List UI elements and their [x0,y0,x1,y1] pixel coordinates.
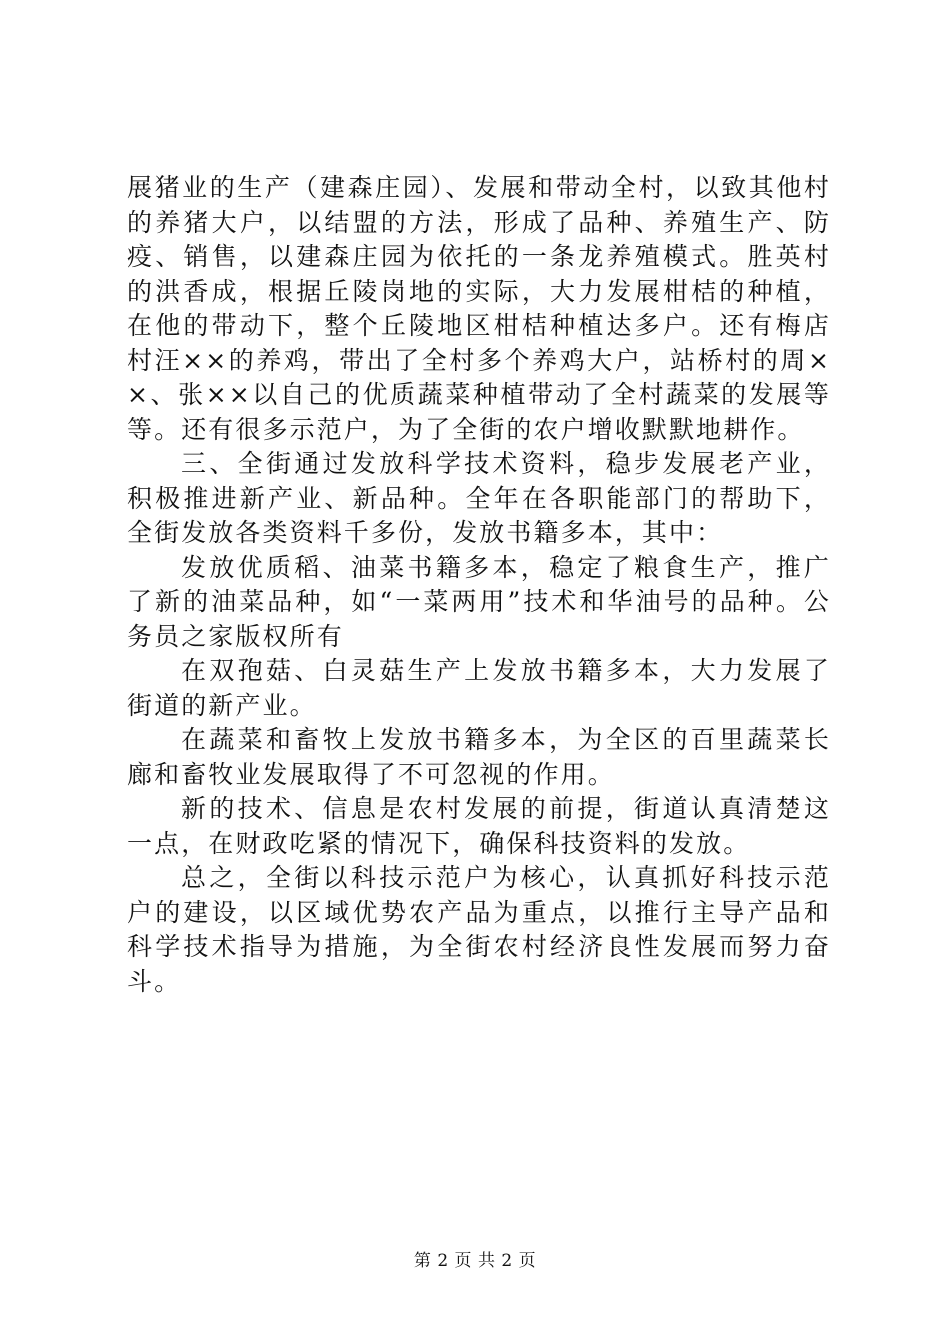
paragraph-vegetable-livestock-books: 在蔬菜和畜牧上发放书籍多本，为全区的百里蔬菜长廊和畜牧业发展取得了不可忽视的作用。 [127,725,831,789]
page-footer [0,1246,950,1271]
page-number-label: 第 2 页 共 2 页 [413,1251,537,1271]
paragraph-rice-rapeseed-books: 发放优质稻、油菜书籍多本，稳定了粮食生产，推广了新的油菜品种，如“一菜两用”技术和华油号的品种。公务员之家版权所有 [127,552,831,651]
document-body [127,171,831,999]
paragraph-section-three: 三、全街通过发放科学技术资料，稳步发展老产业，积极推进新产业、新品种。全年在各职能部门的帮助下，全街发放各类资料千多份，发放书籍多本，其中： [127,449,831,547]
paragraph-technology-information: 新的技术、信息是农村发展的前提，街道认真清楚这一点，在财政吃紧的情况下，确保科技资料的发放。 [127,794,831,858]
paragraph-conclusion: 总之，全街以科技示范户为核心，认真抓好科技示范户的建设，以区域优势农产品为重点，以推行主导产品和科学技术指导为措施，为全街农村经济良性发展而努力奋斗。 [127,863,831,996]
paragraph-livestock-examples: 展猪业的生产（建森庄园）、发展和带动全村，以致其他村的养猪大户，以结盟的方法，形成了品种、养殖生产、防疫、销售，以建森庄园为依托的一条龙养殖模式。胜英村的洪香成，根据丘陵岗地的实际，大力发展柑桔的种植，在他的带动下，整个丘陵地区柑桔种植达多户。还有梅店村汪××的养鸡，带出了全村多个养鸡大户，站桥村的周××、张××以自己的优质蔬菜种植带动了全村蔬菜的发展等等。还有很多示范户，为了全街的农户增收默默地耕作。 [127,173,831,444]
paragraph-mushroom-books: 在双孢菇、白灵菇生产上发放书籍多本，大力发展了街道的新产业。 [127,656,831,720]
